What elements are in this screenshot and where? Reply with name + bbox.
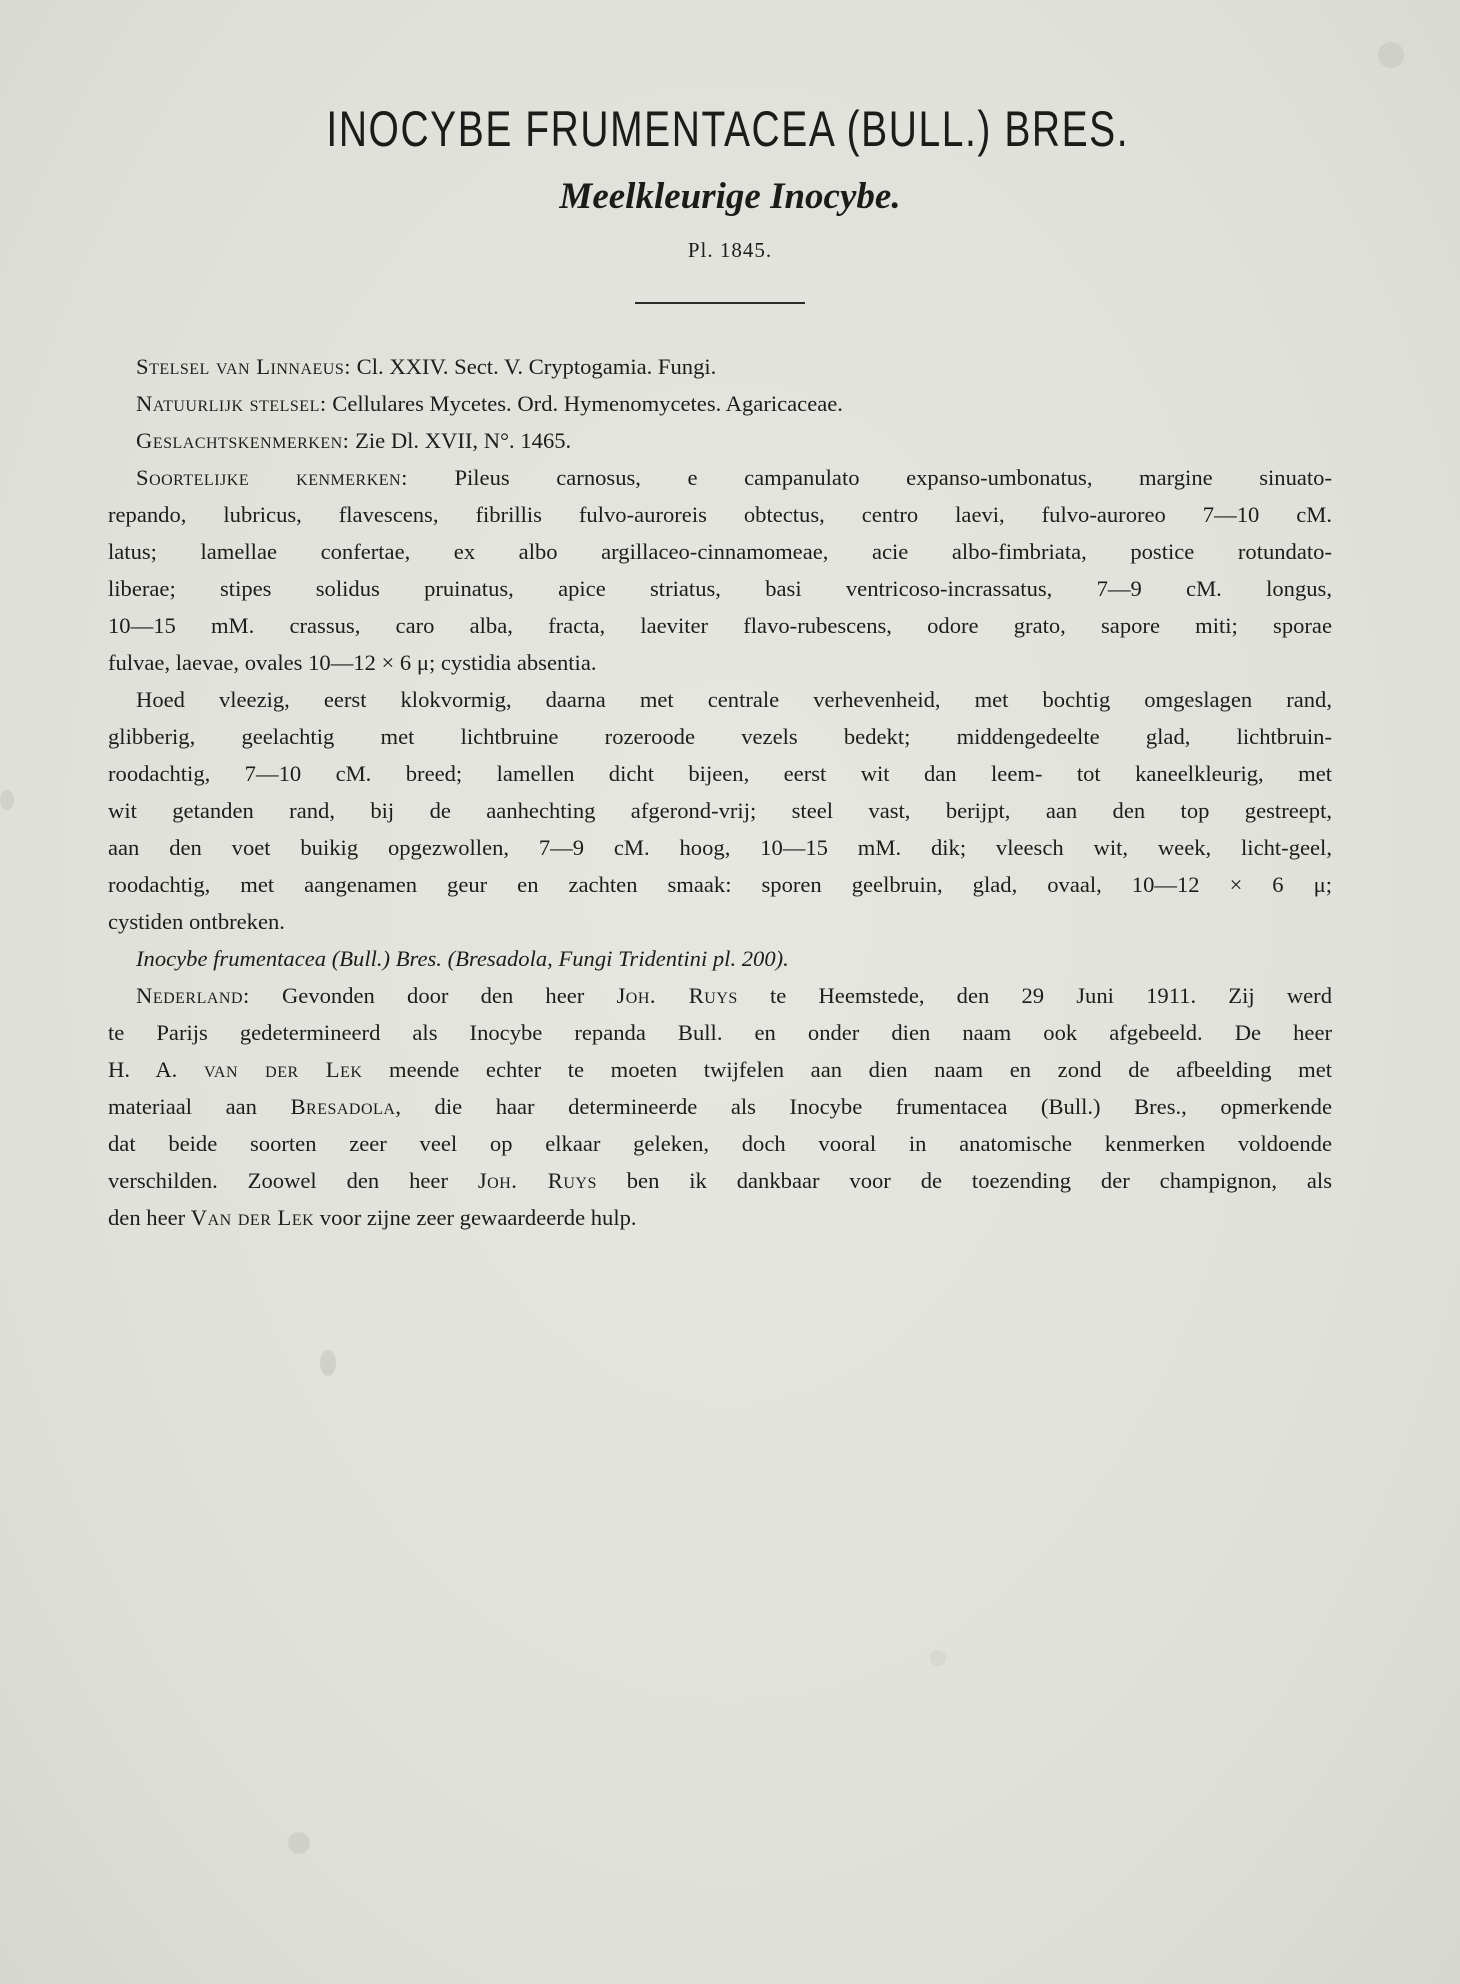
section-text: Cellulares Mycetes. Ord. Hymenomycetes. Agaricaceae. [326,391,843,416]
hoed-line: roodachtig, 7—10 cM. breed; lamellen dicht bijeen, eerst wit dan leem- tot kaneelkleurig, met [108,761,1332,786]
paper-spot [1378,42,1404,68]
text-fragment: , die haar determineerde als Inocybe frumentacea (Bull.) Bres., opmerkende [395,1094,1332,1119]
text-fragment: meende echter te moeten twijfelen aan dien naam en zond de afbeelding met [362,1057,1333,1082]
soortelijke-line: repando, lubricus, flavescens, fibrillis fulvo-auroreis obtectus, centro laevi, fulvo-auroreo 7—10 cM. [108,502,1332,527]
page-title: INOCYBE FRUMENTACEA (BULL.) BRES. [326,101,1130,157]
text-fragment: materiaal aan [108,1094,291,1119]
person-name: Joh. Ruys [477,1168,597,1193]
section-label: Nederland: [136,983,250,1008]
reference-line: Inocybe frumentacea (Bull.) Bres. (Bresadola, Fungi Tridentini pl. 200). [136,946,789,971]
hoed-line: roodachtig, met aangenamen geur en zachten smaak: sporen geelbruin, glad, ovaal, 10—12 × 6 μ; [108,872,1332,897]
nederland-line: dat beide soorten zeer veel op elkaar geleken, doch vooral in anatomische kenmerken voldoende [108,1131,1332,1156]
nederland-line [108,1088,1332,1125]
geslachtskenmerken-line [108,422,1332,459]
person-name: van der Lek [203,1057,363,1082]
section-text: Zie Dl. XVII, N°. 1465. [349,428,572,453]
nederland-line [108,1199,1332,1236]
nederland-line [108,1162,1332,1199]
hoed-line: Hoed vleezig, eerst klokvormig, daarna met centrale verhevenheid, met bochtig omgeslagen rand, [136,687,1332,712]
article-body [108,348,1332,1236]
hoed-line: aan den voet buikig opgezwollen, 7—9 cM. hoog, 10—15 mM. dik; vleesch wit, week, licht-geel, [108,835,1332,860]
soortelijke-line: latus; lamellae confertae, ex albo argillaceo-cinnamomeae, acie albo-fimbriata, postice rotundato- [108,539,1332,564]
soortelijke-line: fulvae, laevae, ovales 10—12 × 6 μ; cystidia absentia. [108,650,597,675]
soortelijke-line: 10—15 mM. crassus, caro alba, fracta, laeviter flavo-rubescens, odore grato, sapore miti; sporae [108,613,1332,638]
section-text: Pileus carnosus, e campanulato expanso-umbonatus, margine sinuato- [407,465,1332,490]
natuurlijk-stelsel-line [108,385,1332,422]
plate-number: Pl. 1845. [687,238,773,262]
hoed-line: wit getanden rand, bij de aanhechting afgerond-vrij; steel vast, berijpt, aan den top gestreept, [108,798,1332,823]
divider [635,302,805,304]
section-label: Natuurlijk stelsel: [136,391,327,416]
text-fragment: H. A. [108,1057,204,1082]
paper-spot [320,1350,336,1376]
person-name: Joh. Ruys [616,983,738,1008]
text-fragment: verschilden. Zoowel den heer [108,1168,478,1193]
person-name: Bresadola [290,1094,396,1119]
section-label: Soortelijke kenmerken: [136,465,408,490]
paper-spot [930,1650,946,1666]
nederland-line [108,977,1332,1014]
text-fragment: ben ik dankbaar voor de toezending der champignon, als [596,1168,1332,1193]
nederland-line [108,1051,1332,1088]
section-label: Stelsel van Linnaeus: [136,354,352,379]
section-label: Geslachtskenmerken: [136,428,350,453]
hoed-line: cystiden ontbreken. [108,909,285,934]
soortelijke-line [108,459,1332,496]
nederland-line: te Parijs gedetermineerd als Inocybe repanda Bull. en onder dien naam ook afgebeeld. De heer [108,1020,1332,1045]
page-subtitle: Meelkleurige Inocybe. [559,176,901,217]
hoed-line: glibberig, geelachtig met lichtbruine rozeroode vezels bedekt; middengedeelte glad, lichtbruin- [108,724,1332,749]
stelsel-linnaeus-line [108,348,1332,385]
paper-spot [0,790,14,810]
text-fragment: te Heemstede, den 29 Juni 1911. Zij werd [737,983,1332,1008]
paper-spot [288,1832,310,1854]
soortelijke-line: liberae; stipes solidus pruinatus, apice striatus, basi ventricoso-incrassatus, 7—9 cM. longus, [108,576,1332,601]
section-text: Cl. XXIV. Sect. V. Cryptogamia. Fungi. [351,354,717,379]
text-fragment: Gevonden door den heer [249,983,617,1008]
person-name: Van der Lek [190,1205,315,1230]
text-fragment: voor zijne zeer gewaardeerde hulp. [314,1205,637,1230]
text-fragment: den heer [108,1205,191,1230]
